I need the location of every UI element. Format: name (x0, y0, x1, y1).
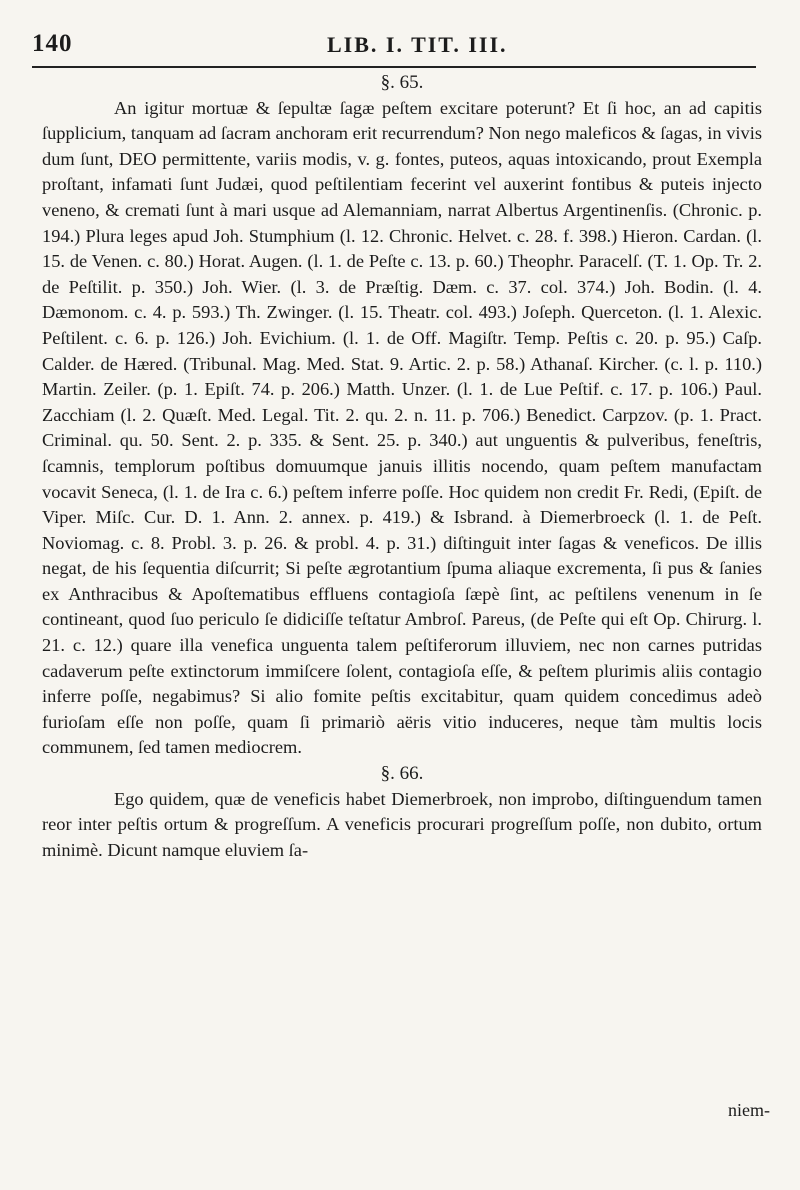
paragraph-65: An igitur mortuæ & ſepultæ ſagæ peſtem excitare poterunt? Et ſi hoc, an ad capitis ſupplicium, tanquam ad ſacram anchoram erit recurrendum? Non nego maleficos & ſagas, in vivis dum ſunt, DEO permittente, variis modis, v. g. fontes, puteos, aquas intoxicando, prout Exempla proſtant, infamati ſunt Judæi, quod peſtilentiam fecerint vel auxerint fontibus & puteis injecto veneno, & cremati ſunt à mari usque ad Alemanniam, narrat Albertus Argentinenſis. (Chronic. p. 194.) Plura leges apud Joh. Stumphium (l. 12. Chronic. Helvet. c. 28. f. 398.) Hieron. Cardan. (l. 15. de Venen. c. 80.) Horat. Augen. (l. 1. de Peſte c. 13. p. 60.) Theophr. Paracelſ. (T. 1. Op. Tr. 2. de Peſtilit. p. 350.) Joh. Wier. (l. 3. de Præſtig. Dæm. c. 37. col. 374.) Joh. Bodin. (l. 4. Dæmonom. c. 4. p. 593.) Th. Zwinger. (l. 15. Theatr. col. 493.) Joſeph. Querceton. (l. 1. Alexic. Peſtilent. c. 6. p. 126.) Joh. Evichium. (l. 1. de Off. Magiſtr. Temp. Peſtis c. 20. p. 95.) Caſp. Calder. de Hæred. (Tribunal. Mag. Med. Stat. 9. Artic. 2. p. 58.) Athanaſ. Kircher. (c. l. p. 110.) Martin. Zeiler. (p. 1. Epiſt. 74. p. 206.) Matth. Unzer. (l. 1. de Lue Peſtif. c. 17. p. 106.) Paul. Zacchiam (l. 2. Quæſt. Med. Legal. Tit. 2. qu. 2. n. 11. p. 706.) Benedict. Carpzov. (p. 1. Pract. Criminal. qu. 50. Sent. 2. p. 335. & Sent. 25. p. 340.) aut unguentis & pulveribus, feneſtris, ſcamnis, templorum poſtibus domuumque januis illitis nocendo, quam peſtem manufactam vocavit Seneca, (l. 1. de Ira c. 6.) peſtem inferre poſſe. Hoc quidem non credit Fr. Redi, (Epiſt. de Viper. Miſc. Cur. D. 1. Ann. 2. annex. p. 419.) & Isbrand. à Diemerbroeck (l. 1. de Peſt. Noviomag. c. 8. Probl. 3. p. 26. & probl. 4. p. 31.) diſtinguit inter ſagas & veneficos. De illis negat, de his ſequentia diſcurrit; Si peſte ægrotantium ſpuma aliaque excrementa, ſi pus & ſanies ex Anthracibus & Apoſtematibus effluens contagioſa ſæpè ſint, ac peſtilens venenum in ſe contineant, quod ſuo periculo ſe didiciſſe teſtatur Ambroſ. Pareus, (de Peſte qui eſt Op. Chirurg. l. 21. c. 12.) quare illa venefica unguenta talem peſtiferorum illuviem, nec non carnes putridas cadaverum peſte extinctorum immiſcere ſolent, contagioſa eſſe, & peſtem plurimis aliis contagio inferre poſſe, negabimus? Si alio fomite peſtis excitabitur, quam quidem concedimus adeò furioſam eſſe non poſſe, quam ſi primariò aëris vitio induceres, neque tàm multis locis communem, ſed tamen mediocrem. (42, 97, 762, 758)
section-mark-66: §. 66. (380, 763, 424, 785)
running-title: LIB. I. TIT. III. (327, 32, 508, 57)
header-rule (32, 66, 756, 68)
paragraph-66: Ego quidem, quæ de veneficis habet Diemerbroek, non improbo, diſtinguendum tamen reor inter peſtis ortum & progreſſum. A veneficis procurari progreſſum poſſe, non dubito, ortum minimè. Dicunt namque eluviem ſa- (42, 788, 762, 860)
page-number: 140 (32, 30, 73, 57)
running-head (32, 30, 762, 66)
body-text (42, 70, 762, 863)
section-mark-65: §. 65. (380, 72, 424, 93)
catchword: niem- (728, 1100, 770, 1120)
